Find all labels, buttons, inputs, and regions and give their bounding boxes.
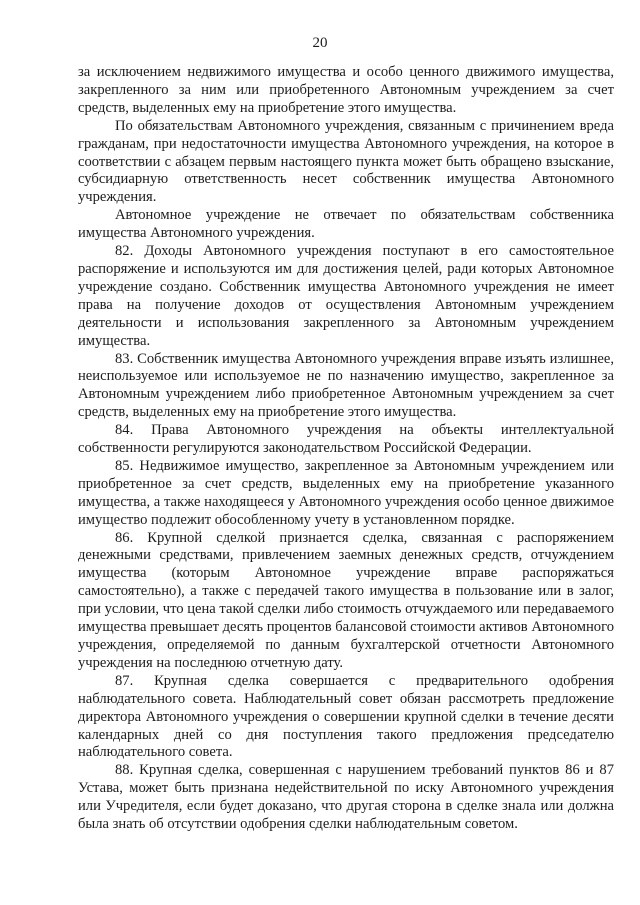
paragraph-clause-87: 87. Крупная сделка совершается с предварительного одобрения наблюдательного совета. Наблюдательный совет обязан рассмотреть предложение директора Автономного учреждения о совершении крупной сделки в течение десяти календарных дней со дня поступления такого предложения председателю наблюдательного совета. — [78, 672, 614, 761]
paragraph-subsidiary-liability: По обязательствам Автономного учреждения, связанным с причинением вреда гражданам, при недостаточности имущества Автономного учреждения, на которое в соответствии с абзацем первым настоящего пункта может быть обращено взыскание, субсидиарную ответственность несет собственник имущества Автономного учреждения. — [78, 117, 614, 206]
paragraph-continuation: за исключением недвижимого имущества и особо ценного движимого имущества, закрепленного за ним или приобретенного Автономным учреждением за счет средств, выделенных ему на приобретение этого имущества. — [78, 64, 614, 116]
paragraph-clause-85: 85. Недвижимое имущество, закрепленное за Автономным учреждением или приобретенное за счет средств, выделенных ему на приобретение указанного имущества, а также находящееся у Автономного учреждения особо ценное движимое имущество подлежит обособленному учету в установленном порядке. — [78, 457, 614, 528]
page-number: 20 — [312, 35, 328, 51]
paragraph-clause-83: 83. Собственник имущества Автономного учреждения вправе изъять излишнее, неиспользуемое или используемое не по назначению имущество, закрепленное за Автономным учреждением либо приобретенное Автономным учреждением за счет средств, выделенных ему на приобретение этого имущества. — [78, 350, 614, 421]
paragraph-clause-88: 88. Крупная сделка, совершенная с нарушением требований пунктов 86 и 87 Устава, может быть признана недействительной по иску Автономного учреждения или Учредителя, если будет доказано, что другая сторона в сделке знала или должна была знать об отсутствии одобрения сделки наблюдательным советом. — [78, 762, 614, 833]
paragraph-clause-84: 84. Права Автономного учреждения на объекты интеллектуальной собственности регулируются законодательством Российской Федерации. — [78, 422, 614, 457]
paragraph-non-liability: Автономное учреждение не отвечает по обязательствам собственника имущества Автономного учреждения. — [78, 207, 614, 242]
document-body — [78, 64, 614, 834]
paragraph-clause-82: 82. Доходы Автономного учреждения поступают в его самостоятельное распоряжение и используются им для достижения целей, ради которых Автономное учреждение создано. Собственник имущества Автономного учреждения не имеет права на получение доходов от осуществления Автономным учреждением деятельности и использования закрепленного за Автономным учреждением имущества. — [78, 243, 614, 349]
paragraph-clause-86: 86. Крупной сделкой признается сделка, связанная с распоряжением денежными средствами, привлечением заемных денежных средств, отчуждением имущества (которым Автономное учреждение вправе распоряжаться самостоятельно), а также с передачей такого имущества в пользование или в залог, при условии, что цена такой сделки либо стоимость отчуждаемого или передаваемого имущества превышает десять процентов балансовой стоимости активов Автономного учреждения, определяемой по данным бухгалтерской отчетности Автономного учреждения на последнюю отчетную дату. — [78, 529, 614, 671]
